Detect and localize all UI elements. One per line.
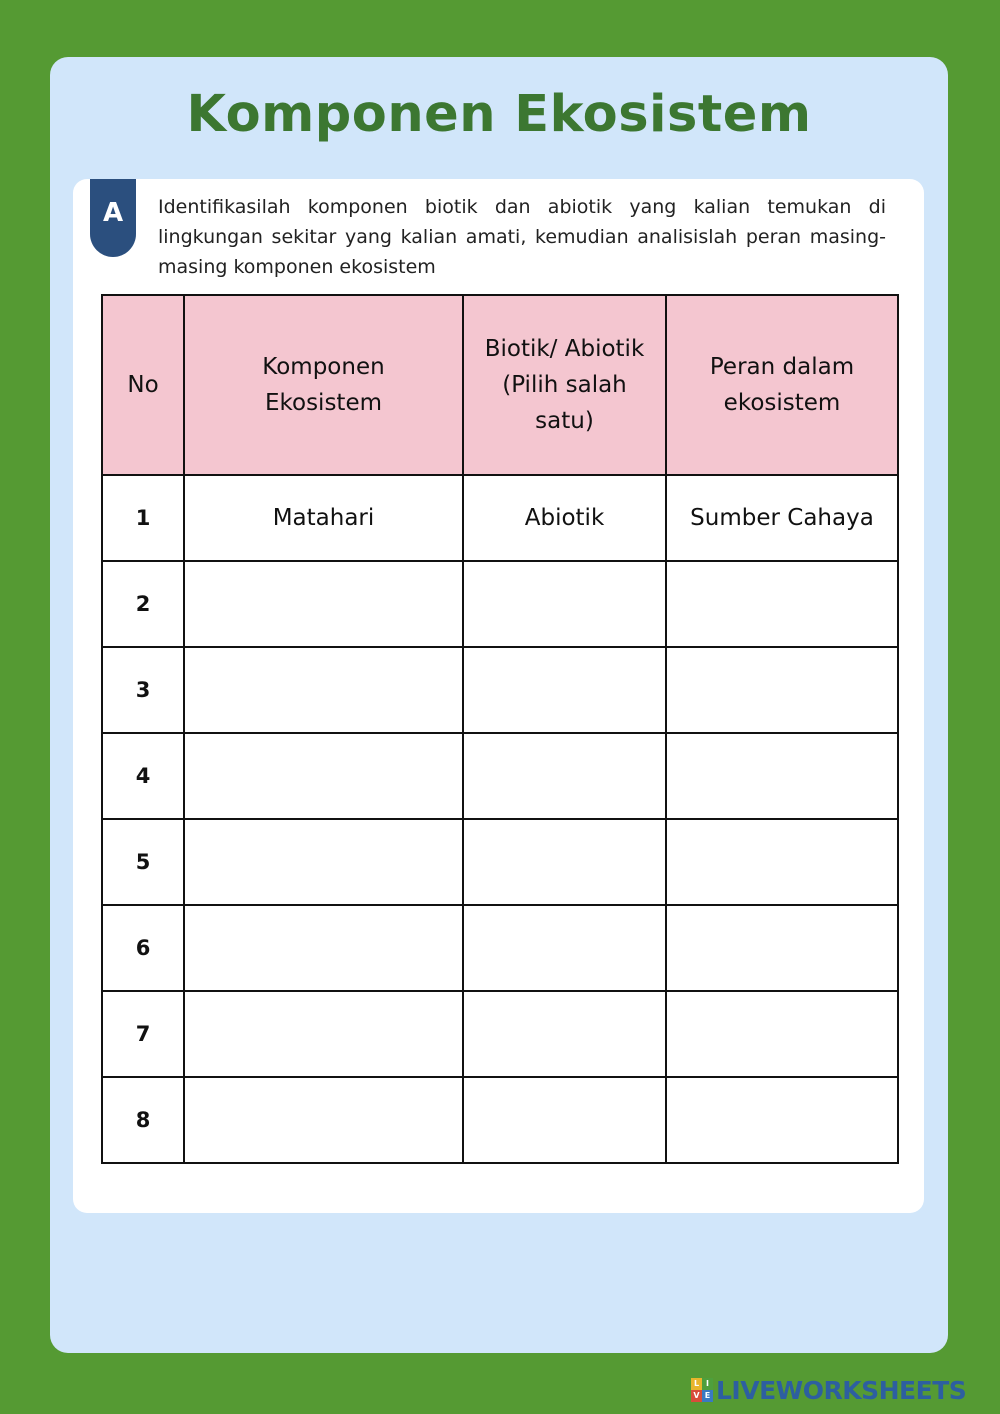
role-cell[interactable]: Sumber Cahaya — [666, 475, 898, 561]
header-no: No — [102, 295, 184, 475]
component-cell[interactable] — [184, 647, 463, 733]
component-cell[interactable] — [184, 1077, 463, 1163]
type-cell[interactable] — [463, 1077, 666, 1163]
role-cell[interactable] — [666, 561, 898, 647]
header-component: Komponen Ekosistem — [184, 295, 463, 475]
component-cell[interactable] — [184, 819, 463, 905]
brand-logo-letter: V — [691, 1390, 702, 1402]
ecosystem-table — [101, 294, 899, 1164]
liveworksheets-logo — [691, 1376, 966, 1404]
table-row — [102, 819, 898, 905]
role-cell[interactable] — [666, 733, 898, 819]
brand-logo-letter: L — [691, 1378, 702, 1390]
role-cell[interactable] — [666, 905, 898, 991]
role-cell[interactable] — [666, 991, 898, 1077]
header-type: Biotik/ Abiotik (Pilih salah satu) — [463, 295, 666, 475]
brand-logo-icon — [691, 1378, 713, 1402]
type-cell[interactable] — [463, 733, 666, 819]
table-row — [102, 905, 898, 991]
type-cell[interactable] — [463, 561, 666, 647]
type-cell[interactable] — [463, 905, 666, 991]
section-badge — [90, 179, 136, 257]
component-cell[interactable]: Matahari — [184, 475, 463, 561]
row-number-cell: 1 — [102, 475, 184, 561]
role-cell[interactable] — [666, 1077, 898, 1163]
row-number-cell: 5 — [102, 819, 184, 905]
type-cell[interactable] — [463, 991, 666, 1077]
component-cell[interactable] — [184, 905, 463, 991]
row-number-cell: 2 — [102, 561, 184, 647]
table-row — [102, 733, 898, 819]
component-cell[interactable] — [184, 561, 463, 647]
instruction-text: Identifikasilah komponen biotik dan abiotik yang kalian temukan di lingkungan sekitar yang kalian amati, kemudian analisislah peran masing-masing komponen ekosistem — [158, 196, 886, 278]
table-row — [102, 991, 898, 1077]
component-cell[interactable] — [184, 991, 463, 1077]
activity-card — [73, 179, 924, 1213]
section-badge-label: A — [102, 198, 124, 228]
row-number-cell: 8 — [102, 1077, 184, 1163]
type-cell[interactable] — [463, 819, 666, 905]
row-number-cell: 7 — [102, 991, 184, 1077]
worksheet-sheet — [50, 57, 948, 1353]
type-cell[interactable]: Abiotik — [463, 475, 666, 561]
row-number-cell: 4 — [102, 733, 184, 819]
brand-name: LIVEWORKSHEETS — [716, 1375, 967, 1405]
table-header-row — [102, 295, 898, 475]
page-title: Komponen Ekosistem — [186, 85, 812, 144]
brand-logo-letter: I — [702, 1378, 713, 1390]
table-row — [102, 475, 898, 561]
table-row — [102, 1077, 898, 1163]
table-row — [102, 561, 898, 647]
type-cell[interactable] — [463, 647, 666, 733]
table-row — [102, 647, 898, 733]
role-cell[interactable] — [666, 819, 898, 905]
row-number-cell: 3 — [102, 647, 184, 733]
role-cell[interactable] — [666, 647, 898, 733]
row-number-cell: 6 — [102, 905, 184, 991]
header-role: Peran dalam ekosistem — [666, 295, 898, 475]
brand-logo-letter: E — [702, 1390, 713, 1402]
component-cell[interactable] — [184, 733, 463, 819]
